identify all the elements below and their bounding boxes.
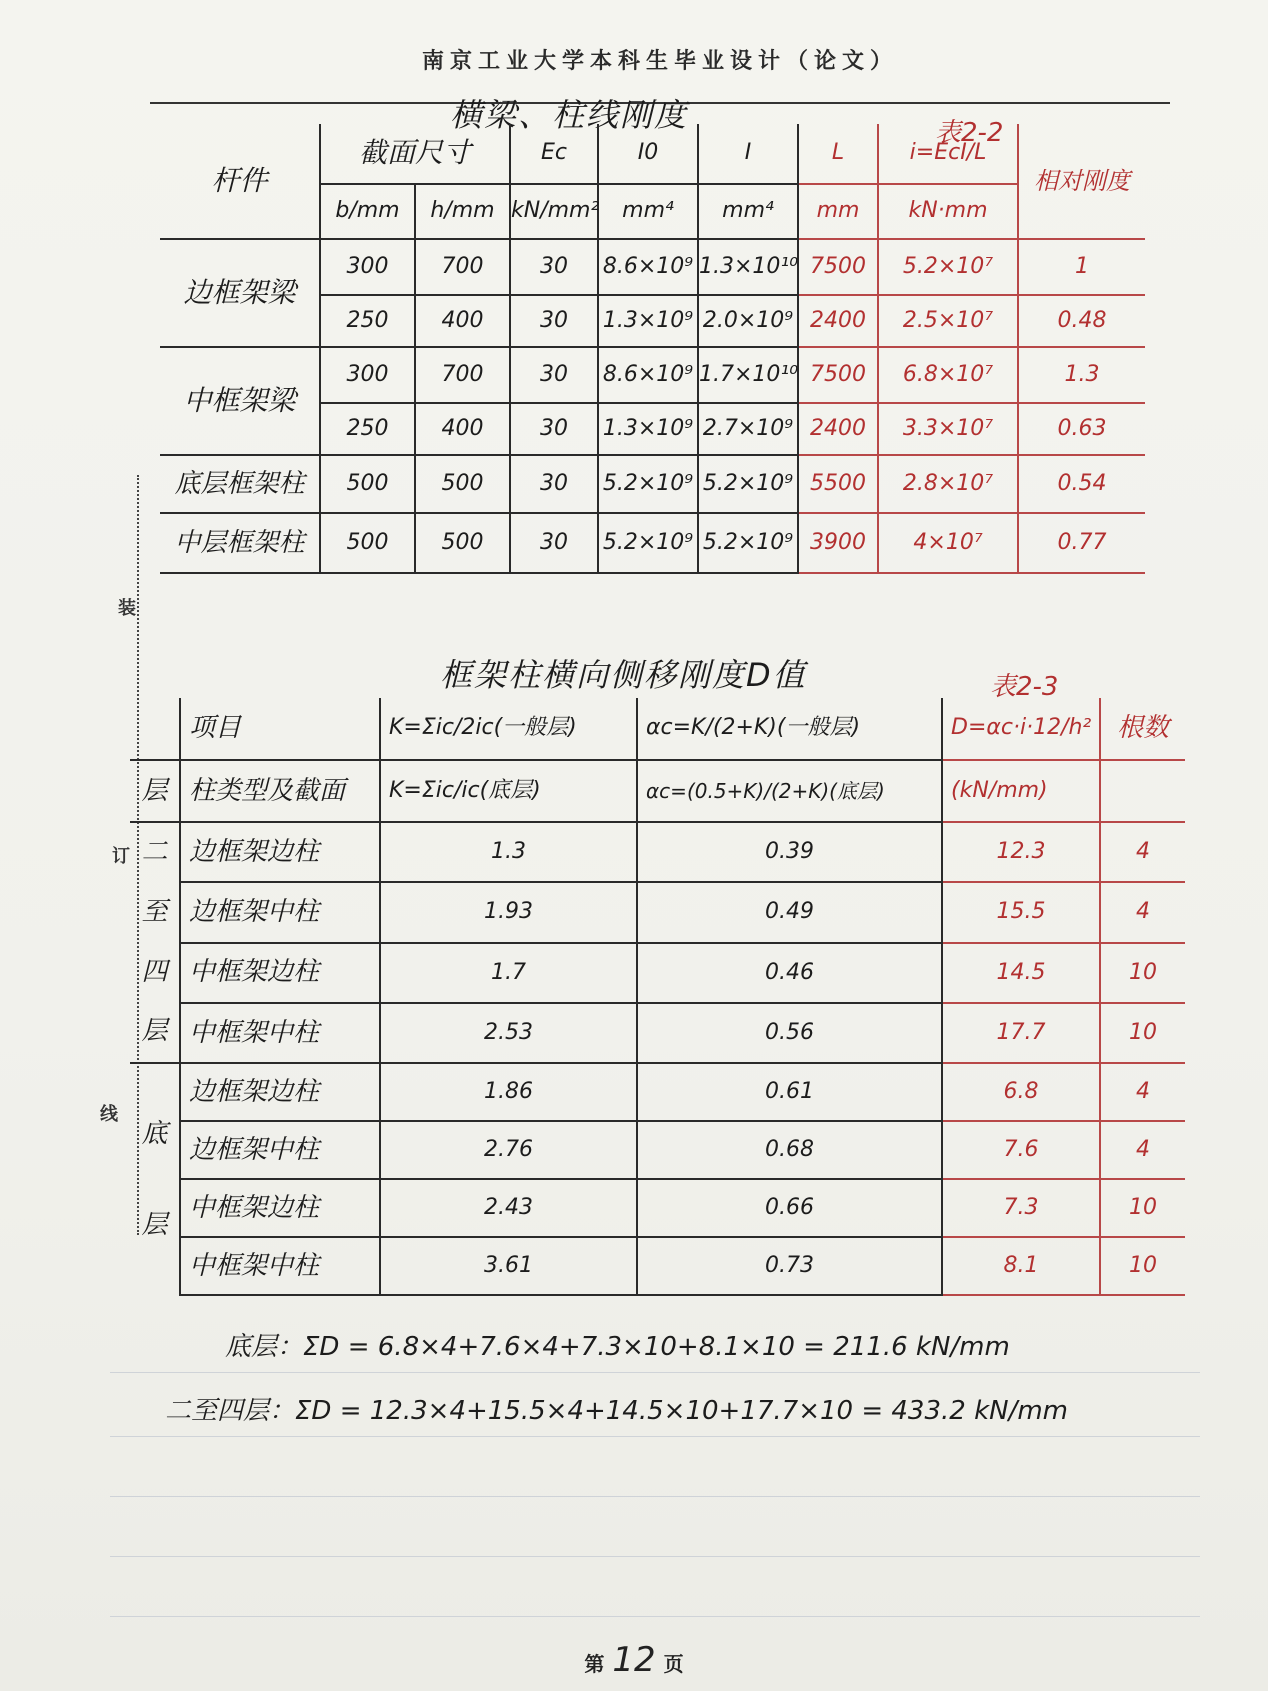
table-row (130, 1063, 1185, 1121)
cell-count: 4 (1100, 822, 1185, 882)
cell-alpha: 0.49 (637, 882, 942, 942)
cell-h: 700 (415, 347, 510, 403)
table1-header-row (160, 124, 1145, 184)
cell-count: 4 (1100, 1063, 1185, 1121)
cell-l: 7500 (798, 239, 878, 295)
table-row (130, 1237, 1185, 1295)
page-footer (0, 1640, 1268, 1680)
cell-relative: 0.48 (1018, 295, 1145, 347)
cell-count: 4 (1100, 882, 1185, 942)
floor-char: 底 (141, 1118, 168, 1149)
header-alpha-bottom: αc=(0.5+K)/(2+K)(底层) (637, 760, 942, 822)
cell-k: 1.7 (380, 943, 637, 1003)
cell-b: 500 (320, 513, 415, 573)
floor-char: 二 (141, 837, 168, 867)
floor-label-2-4 (130, 822, 180, 1063)
cell-relative: 1 (1018, 239, 1145, 295)
cell-k: 2.53 (380, 1003, 637, 1063)
cell-i: 5.2×10⁹ (698, 513, 798, 573)
cell-alpha: 0.56 (637, 1003, 942, 1063)
cell-count: 10 (1100, 943, 1185, 1003)
table1-label: 表2-2 (935, 118, 1004, 148)
cell-count: 10 (1100, 1237, 1185, 1295)
header-i0-unit: mm⁴ (598, 184, 698, 239)
header-i: I (698, 124, 798, 184)
cell-i: 5.2×10⁹ (698, 455, 798, 513)
binding-mark-ding: 订 (112, 846, 130, 867)
cell-i: 2.0×10⁹ (698, 295, 798, 347)
formula-floors-2-4: 二至四层：ΣD = 12.3×4+15.5×4+14.5×10+17.7×10 = 433.2 kN/mm (165, 1396, 1069, 1426)
university-header-title: 南京工业大学本科生毕业设计（论文） (421, 48, 898, 74)
floor-char: 层 (141, 1016, 168, 1047)
cell-d: 7.3 (942, 1179, 1100, 1237)
cell-alpha: 0.39 (637, 822, 942, 882)
cell-stiffness: 5.2×10⁷ (878, 239, 1018, 295)
cell-ec: 30 (510, 513, 598, 573)
cell-column-type: 中框架中柱 (180, 1237, 380, 1295)
ruled-line (110, 1556, 1200, 1557)
member-name: 底层框架柱 (160, 455, 320, 513)
cell-stiffness: 3.3×10⁷ (878, 403, 1018, 455)
table2-header-row (130, 698, 1185, 760)
cell-ec: 30 (510, 239, 598, 295)
cell-d: 7.6 (942, 1121, 1100, 1179)
cell-k: 1.3 (380, 822, 637, 882)
header-i0: I0 (598, 124, 698, 184)
formula-bottom-floor: 底层：ΣD = 6.8×4+7.6×4+7.3×10+8.1×10 = 211.6 kN/mm (225, 1332, 1010, 1362)
table-row (160, 347, 1145, 403)
cell-h: 400 (415, 295, 510, 347)
table-row (160, 455, 1145, 513)
table-row (130, 1003, 1185, 1063)
cell-d: 12.3 (942, 822, 1100, 882)
cell-d: 15.5 (942, 882, 1100, 942)
cell-k: 1.86 (380, 1063, 637, 1121)
cell-l: 5500 (798, 455, 878, 513)
cell-column-type: 中框架边柱 (180, 1179, 380, 1237)
cell-count: 10 (1100, 1179, 1185, 1237)
table-row (160, 239, 1145, 295)
cell-alpha: 0.61 (637, 1063, 942, 1121)
cell-ec: 30 (510, 403, 598, 455)
cell-i: 2.7×10⁹ (698, 403, 798, 455)
cell-column-type: 边框架中柱 (180, 882, 380, 942)
cell-h: 500 (415, 455, 510, 513)
cell-column-type: 中框架中柱 (180, 1003, 380, 1063)
cell-stiffness: 4×10⁷ (878, 513, 1018, 573)
cell-i: 1.3×10¹⁰ (698, 239, 798, 295)
cell-column-type: 边框架中柱 (180, 1121, 380, 1179)
header-count: 根数 (1100, 698, 1185, 760)
cell-i0: 1.3×10⁹ (598, 403, 698, 455)
header-d: D=αc·i·12/h² (942, 698, 1100, 760)
member-name: 边框架梁 (160, 239, 320, 347)
cell-alpha: 0.68 (637, 1121, 942, 1179)
ruled-line (110, 1616, 1200, 1617)
cell-i0: 8.6×10⁹ (598, 347, 698, 403)
header-item: 项目 (180, 698, 380, 760)
ruled-line (110, 1372, 1200, 1373)
header-l: L (798, 124, 878, 184)
header-relative-stiffness: 相对刚度 (1018, 124, 1145, 239)
cell-b: 500 (320, 455, 415, 513)
cell-i0: 5.2×10⁹ (598, 513, 698, 573)
page-number: 12 (612, 1640, 656, 1680)
cell-b: 300 (320, 239, 415, 295)
cell-stiffness: 2.5×10⁷ (878, 295, 1018, 347)
header-count-blank (1100, 760, 1185, 822)
cell-d: 6.8 (942, 1063, 1100, 1121)
header-l-unit: mm (798, 184, 878, 239)
cell-k: 3.61 (380, 1237, 637, 1295)
cell-k: 2.43 (380, 1179, 637, 1237)
table-row (160, 513, 1145, 573)
cell-b: 300 (320, 347, 415, 403)
cell-ec: 30 (510, 455, 598, 513)
table-row (130, 882, 1185, 942)
cell-alpha: 0.46 (637, 943, 942, 1003)
cell-column-type: 边框架边柱 (180, 822, 380, 882)
table2-title: 框架柱横向侧移刚度D值 (440, 656, 807, 694)
cell-column-type: 边框架边柱 (180, 1063, 380, 1121)
binding-mark-xian: 线 (100, 1104, 118, 1125)
cell-relative: 0.77 (1018, 513, 1145, 573)
cell-h: 500 (415, 513, 510, 573)
table1-title: 横梁、柱线刚度 (450, 96, 689, 134)
header-stiffness: i=EcI/L (878, 124, 1018, 184)
floor-char: 层 (141, 1209, 168, 1240)
table-row (130, 1121, 1185, 1179)
cell-i0: 1.3×10⁹ (598, 295, 698, 347)
header-b-unit: b/mm (320, 184, 415, 239)
header-section: 截面尺寸 (320, 124, 510, 184)
cell-d: 17.7 (942, 1003, 1100, 1063)
header-member: 杆件 (160, 124, 320, 239)
cell-l: 2400 (798, 403, 878, 455)
table2-label: 表2-3 (990, 672, 1059, 702)
table-row (130, 1179, 1185, 1237)
cell-relative: 0.54 (1018, 455, 1145, 513)
cell-d: 14.5 (942, 943, 1100, 1003)
cell-stiffness: 2.8×10⁷ (878, 455, 1018, 513)
beam-column-stiffness-table (160, 124, 1145, 574)
cell-column-type: 中框架边柱 (180, 943, 380, 1003)
floor-label-bottom (130, 1063, 180, 1295)
header-floor-blank (130, 698, 180, 760)
cell-relative: 0.63 (1018, 403, 1145, 455)
cell-b: 250 (320, 295, 415, 347)
cell-l: 3900 (798, 513, 878, 573)
header-k-general: K=Σic/2ic(一般层) (380, 698, 637, 760)
footer-suffix: 页 (663, 1652, 684, 1676)
header-k-bottom: K=Σic/ic(底层) (380, 760, 637, 822)
cell-l: 7500 (798, 347, 878, 403)
table2-header-row-2 (130, 760, 1185, 822)
binding-mark-zhuang: 装 (118, 598, 136, 619)
header-d-unit: (kN/mm) (942, 760, 1100, 822)
cell-b: 250 (320, 403, 415, 455)
cell-i: 1.7×10¹⁰ (698, 347, 798, 403)
ruled-line (110, 1436, 1200, 1437)
cell-k: 2.76 (380, 1121, 637, 1179)
header-stiffness-unit: kN·mm (878, 184, 1018, 239)
cell-l: 2400 (798, 295, 878, 347)
cell-ec: 30 (510, 347, 598, 403)
header-floor: 层 (130, 760, 180, 822)
header-h-unit: h/mm (415, 184, 510, 239)
member-name: 中层框架柱 (160, 513, 320, 573)
cell-ec: 30 (510, 295, 598, 347)
header-column-type: 柱类型及截面 (180, 760, 380, 822)
cell-alpha: 0.73 (637, 1237, 942, 1295)
floor-char: 至 (141, 896, 168, 927)
lateral-stiffness-d-table (130, 698, 1185, 1296)
cell-h: 700 (415, 239, 510, 295)
member-name: 中框架梁 (160, 347, 320, 455)
footer-prefix: 第 (584, 1652, 605, 1676)
cell-i0: 5.2×10⁹ (598, 455, 698, 513)
cell-count: 4 (1100, 1121, 1185, 1179)
cell-h: 400 (415, 403, 510, 455)
header-ec: Ec (510, 124, 598, 184)
cell-k: 1.93 (380, 882, 637, 942)
header-ec-unit: kN/mm² (510, 184, 598, 239)
cell-stiffness: 6.8×10⁷ (878, 347, 1018, 403)
table-row (130, 822, 1185, 882)
cell-relative: 1.3 (1018, 347, 1145, 403)
header-i-unit: mm⁴ (698, 184, 798, 239)
cell-i0: 8.6×10⁹ (598, 239, 698, 295)
cell-alpha: 0.66 (637, 1179, 942, 1237)
ruled-line (110, 1496, 1200, 1497)
table-row (130, 943, 1185, 1003)
cell-count: 10 (1100, 1003, 1185, 1063)
floor-char: 四 (141, 956, 168, 987)
header-alpha-general: αc=K/(2+K)(一般层) (637, 698, 942, 760)
cell-d: 8.1 (942, 1237, 1100, 1295)
